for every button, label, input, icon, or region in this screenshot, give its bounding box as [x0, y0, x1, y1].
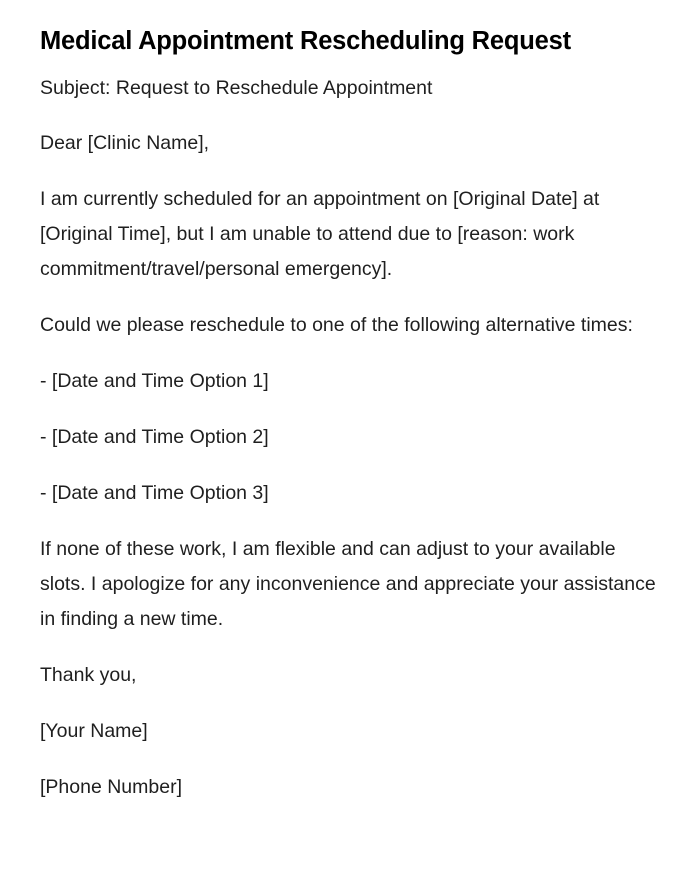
signature-name: [Your Name] — [40, 720, 148, 742]
subject-line: Subject: Request to Reschedule Appointment — [40, 77, 433, 99]
closing-line: Thank you, — [40, 664, 137, 686]
option-item-3: - [Date and Time Option 3] — [40, 482, 269, 504]
body-paragraph-request: Could we please reschedule to one of the following alternative times: — [40, 314, 633, 336]
option-item-1: - [Date and Time Option 1] — [40, 370, 269, 392]
signature-phone: [Phone Number] — [40, 776, 182, 798]
body-paragraph-appointment: I am currently scheduled for an appointment on [Original Date] at [Original Time], but I am unable to attend due to [reason: work commitment/travel/personal emergency]. — [40, 188, 600, 280]
document-title: Medical Appointment Rescheduling Request — [40, 27, 571, 55]
option-item-2: - [Date and Time Option 2] — [40, 426, 269, 448]
salutation: Dear [Clinic Name], — [40, 132, 210, 154]
body-paragraph-flexibility: If none of these work, I am flexible and can adjust to your available slots. I apologize for any inconvenience and appreciate your assistance in finding a new time. — [40, 538, 656, 630]
